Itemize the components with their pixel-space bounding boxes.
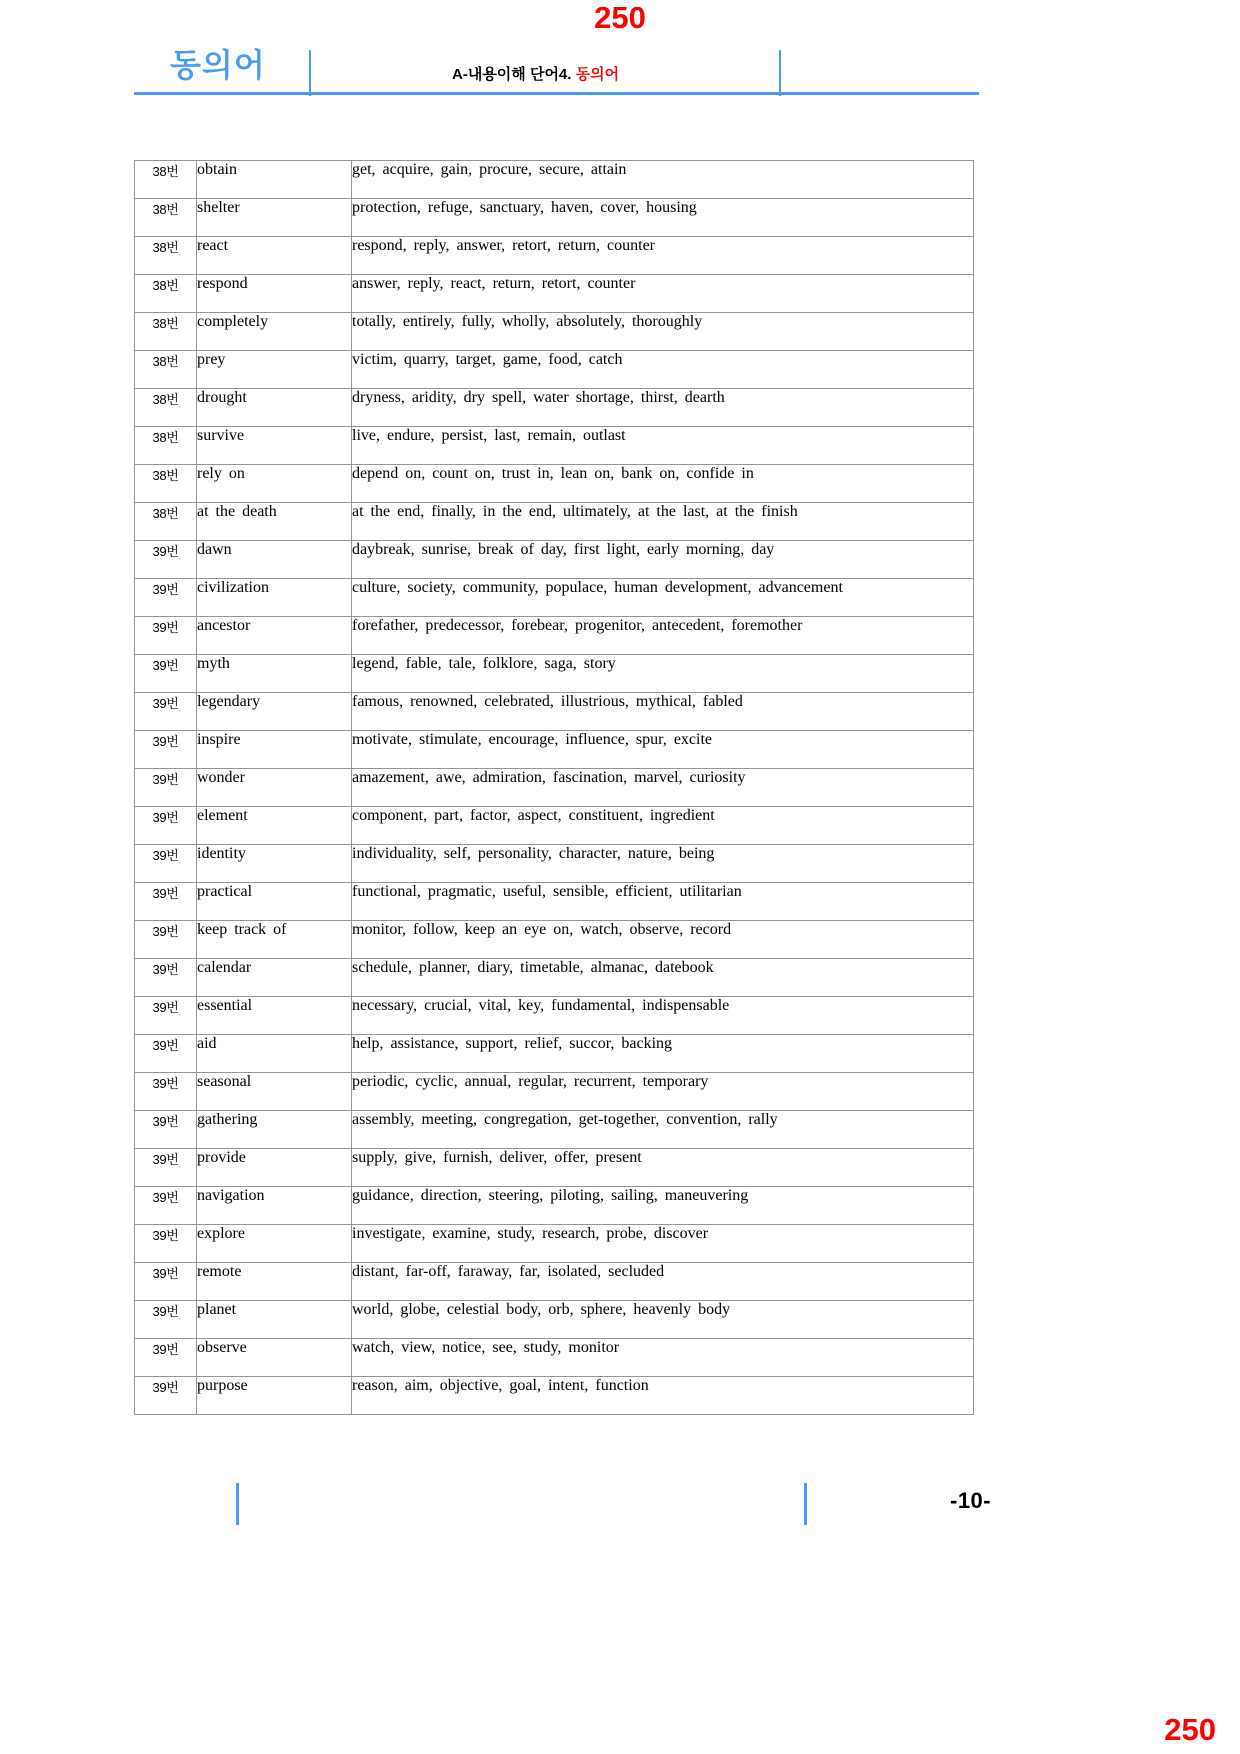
table-row — [135, 769, 974, 807]
cell-number: 39번 — [135, 1149, 197, 1187]
table-row — [135, 959, 974, 997]
table-row — [135, 351, 974, 389]
table-row — [135, 655, 974, 693]
cell-word: planet — [197, 1301, 352, 1339]
cell-number: 38번 — [135, 237, 197, 275]
cell-word: explore — [197, 1225, 352, 1263]
cell-number: 39번 — [135, 1263, 197, 1301]
cell-word: keep track of — [197, 921, 352, 959]
table-row — [135, 807, 974, 845]
cell-synonyms: victim, quarry, target, game, food, catch — [352, 351, 974, 389]
cell-synonyms: amazement, awe, admiration, fascination, marvel, curiosity — [352, 769, 974, 807]
table-row — [135, 275, 974, 313]
table-row — [135, 693, 974, 731]
table-row — [135, 731, 974, 769]
cell-synonyms: distant, far-off, faraway, far, isolated, secluded — [352, 1263, 974, 1301]
cell-word: observe — [197, 1339, 352, 1377]
header-divider-left — [309, 50, 311, 96]
cell-synonyms: culture, society, community, populace, human development, advancement — [352, 579, 974, 617]
cell-synonyms: get, acquire, gain, procure, secure, attain — [352, 161, 974, 199]
cell-word: calendar — [197, 959, 352, 997]
table-row — [135, 1225, 974, 1263]
cell-synonyms: depend on, count on, trust in, lean on, bank on, confide in — [352, 465, 974, 503]
cell-number: 39번 — [135, 541, 197, 579]
cell-word: purpose — [197, 1377, 352, 1415]
cell-number: 39번 — [135, 1377, 197, 1415]
cell-word: civilization — [197, 579, 352, 617]
cell-synonyms: legend, fable, tale, folklore, saga, story — [352, 655, 974, 693]
cell-synonyms: protection, refuge, sanctuary, haven, cover, housing — [352, 199, 974, 237]
cell-synonyms: watch, view, notice, see, study, monitor — [352, 1339, 974, 1377]
cell-word: myth — [197, 655, 352, 693]
cell-number: 38번 — [135, 465, 197, 503]
cell-number: 39번 — [135, 1111, 197, 1149]
cell-synonyms: totally, entirely, fully, wholly, absolutely, thoroughly — [352, 313, 974, 351]
table-row — [135, 427, 974, 465]
cell-number: 39번 — [135, 731, 197, 769]
cell-number: 38번 — [135, 275, 197, 313]
table-row — [135, 1263, 974, 1301]
cell-number: 39번 — [135, 1225, 197, 1263]
cell-number: 39번 — [135, 1301, 197, 1339]
cell-word: shelter — [197, 199, 352, 237]
cell-number: 39번 — [135, 997, 197, 1035]
vocabulary-table-wrap — [134, 160, 974, 1415]
cell-number: 39번 — [135, 693, 197, 731]
cell-number: 39번 — [135, 769, 197, 807]
table-row — [135, 1149, 974, 1187]
page-header — [134, 44, 979, 92]
cell-synonyms: schedule, planner, diary, timetable, almanac, datebook — [352, 959, 974, 997]
cell-synonyms: investigate, examine, study, research, probe, discover — [352, 1225, 974, 1263]
vocabulary-table — [134, 160, 974, 1415]
footer-divider-left — [236, 1483, 239, 1525]
cell-word: aid — [197, 1035, 352, 1073]
top-page-marker: 250 — [594, 0, 646, 35]
cell-word: gathering — [197, 1111, 352, 1149]
header-divider-right — [779, 50, 781, 96]
cell-synonyms: live, endure, persist, last, remain, outlast — [352, 427, 974, 465]
table-row — [135, 1073, 974, 1111]
cell-synonyms: at the end, finally, in the end, ultimately, at the last, at the finish — [352, 503, 974, 541]
cell-word: provide — [197, 1149, 352, 1187]
table-row — [135, 1339, 974, 1377]
cell-word: inspire — [197, 731, 352, 769]
cell-number: 39번 — [135, 1035, 197, 1073]
cell-number: 39번 — [135, 1073, 197, 1111]
cell-word: practical — [197, 883, 352, 921]
cell-number: 38번 — [135, 389, 197, 427]
table-row — [135, 313, 974, 351]
cell-synonyms: monitor, follow, keep an eye on, watch, observe, record — [352, 921, 974, 959]
table-row — [135, 617, 974, 655]
cell-number: 39번 — [135, 807, 197, 845]
cell-word: drought — [197, 389, 352, 427]
cell-word: essential — [197, 997, 352, 1035]
cell-synonyms: respond, reply, answer, retort, return, counter — [352, 237, 974, 275]
cell-number: 38번 — [135, 503, 197, 541]
cell-synonyms: necessary, crucial, vital, key, fundamental, indispensable — [352, 997, 974, 1035]
cell-synonyms: motivate, stimulate, encourage, influence, spur, excite — [352, 731, 974, 769]
vocabulary-table-body — [135, 161, 974, 1415]
footer-divider-right — [804, 1483, 807, 1525]
table-row — [135, 503, 974, 541]
table-row — [135, 883, 974, 921]
cell-number: 38번 — [135, 161, 197, 199]
table-row — [135, 199, 974, 237]
cell-number: 38번 — [135, 199, 197, 237]
footer-page-number: -10- — [950, 1488, 992, 1513]
table-row — [135, 465, 974, 503]
cell-number: 38번 — [135, 427, 197, 465]
table-row — [135, 1187, 974, 1225]
cell-word: remote — [197, 1263, 352, 1301]
cell-synonyms: forefather, predecessor, forebear, progenitor, antecedent, foremother — [352, 617, 974, 655]
table-row — [135, 921, 974, 959]
cell-synonyms: functional, pragmatic, useful, sensible, efficient, utilitarian — [352, 883, 974, 921]
cell-synonyms: reason, aim, objective, goal, intent, function — [352, 1377, 974, 1415]
table-row — [135, 161, 974, 199]
cell-synonyms: famous, renowned, celebrated, illustrious, mythical, fabled — [352, 693, 974, 731]
table-row — [135, 237, 974, 275]
cell-synonyms: guidance, direction, steering, piloting, sailing, maneuvering — [352, 1187, 974, 1225]
cell-word: at the death — [197, 503, 352, 541]
cell-synonyms: answer, reply, react, return, retort, counter — [352, 275, 974, 313]
table-row — [135, 1035, 974, 1073]
cell-number: 38번 — [135, 313, 197, 351]
cell-word: obtain — [197, 161, 352, 199]
cell-word: legendary — [197, 693, 352, 731]
header-subtitle-black: A-내용이해 단어4. — [452, 66, 572, 83]
cell-word: react — [197, 237, 352, 275]
header-subtitle — [452, 63, 619, 84]
table-row — [135, 997, 974, 1035]
cell-word: completely — [197, 313, 352, 351]
cell-word: element — [197, 807, 352, 845]
cell-number: 39번 — [135, 1187, 197, 1225]
cell-synonyms: component, part, factor, aspect, constituent, ingredient — [352, 807, 974, 845]
cell-number: 39번 — [135, 655, 197, 693]
cell-word: dawn — [197, 541, 352, 579]
cell-number: 39번 — [135, 617, 197, 655]
cell-synonyms: daybreak, sunrise, break of day, first light, early morning, day — [352, 541, 974, 579]
cell-synonyms: individuality, self, personality, character, nature, being — [352, 845, 974, 883]
header-title: 동의어 — [170, 47, 266, 83]
cell-number: 39번 — [135, 845, 197, 883]
cell-word: prey — [197, 351, 352, 389]
table-row — [135, 579, 974, 617]
table-row — [135, 389, 974, 427]
table-row — [135, 1301, 974, 1339]
table-row — [135, 1111, 974, 1149]
table-row — [135, 845, 974, 883]
cell-word: rely on — [197, 465, 352, 503]
cell-word: survive — [197, 427, 352, 465]
cell-number: 39번 — [135, 959, 197, 997]
cell-synonyms: help, assistance, support, relief, succor, backing — [352, 1035, 974, 1073]
table-row — [135, 541, 974, 579]
bottom-page-marker: 250 — [1164, 1712, 1216, 1747]
cell-word: navigation — [197, 1187, 352, 1225]
cell-word: ancestor — [197, 617, 352, 655]
cell-word: wonder — [197, 769, 352, 807]
cell-synonyms: assembly, meeting, congregation, get-together, convention, rally — [352, 1111, 974, 1149]
cell-number: 39번 — [135, 921, 197, 959]
cell-number: 39번 — [135, 883, 197, 921]
cell-number: 39번 — [135, 579, 197, 617]
cell-word: seasonal — [197, 1073, 352, 1111]
cell-synonyms: dryness, aridity, dry spell, water shortage, thirst, dearth — [352, 389, 974, 427]
cell-number: 38번 — [135, 351, 197, 389]
header-rule — [134, 92, 979, 95]
cell-synonyms: periodic, cyclic, annual, regular, recurrent, temporary — [352, 1073, 974, 1111]
cell-synonyms: supply, give, furnish, deliver, offer, present — [352, 1149, 974, 1187]
cell-word: respond — [197, 275, 352, 313]
table-row — [135, 1377, 974, 1415]
header-subtitle-red: 동의어 — [575, 66, 620, 83]
cell-synonyms: world, globe, celestial body, orb, sphere, heavenly body — [352, 1301, 974, 1339]
cell-word: identity — [197, 845, 352, 883]
cell-number: 39번 — [135, 1339, 197, 1377]
